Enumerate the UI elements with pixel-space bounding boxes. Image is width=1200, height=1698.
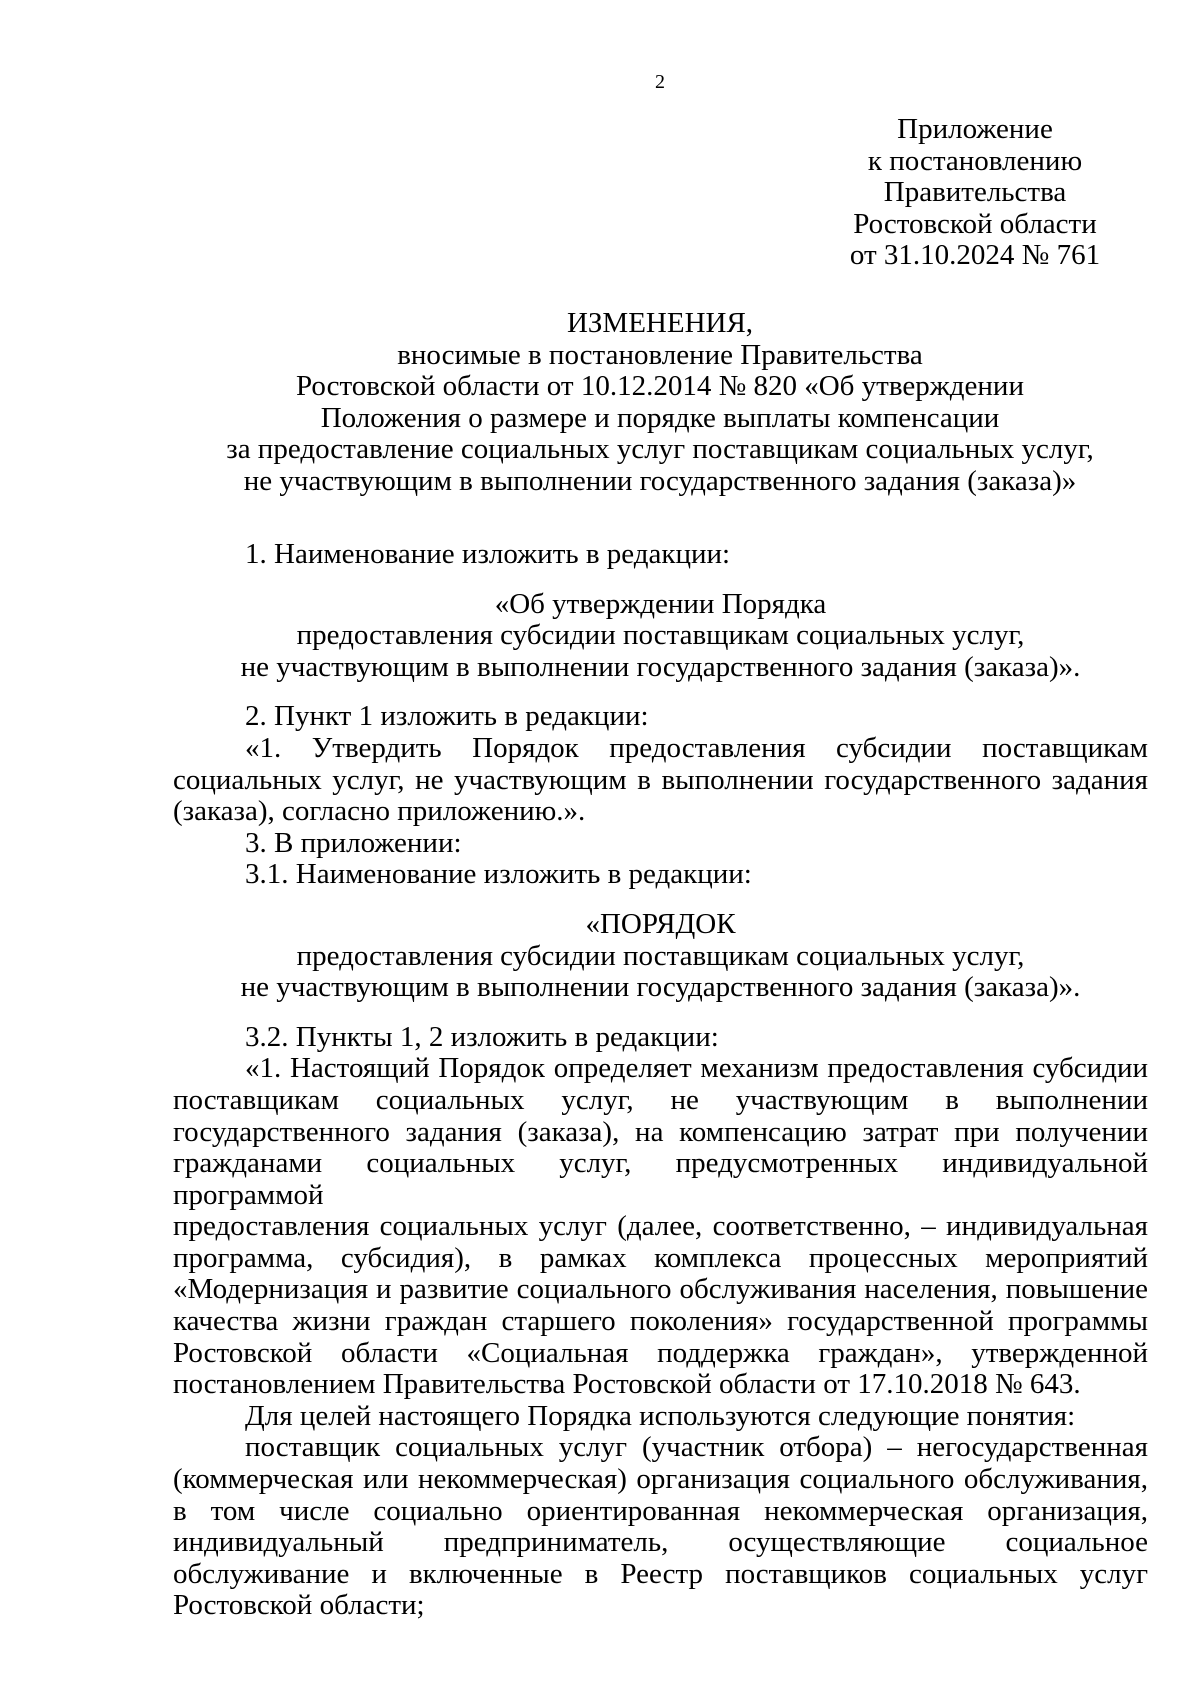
heading-line: не участвующим в выполнении государственного задания (заказа)» [243,464,1077,497]
definition-line: в том числе социально ориентированная некоммерческая организация, [173,1494,1148,1527]
item-3-2-text-line: качества жизни граждан старшего поколения» государственной программы [173,1305,1148,1338]
item-1-quote-line: «Об утверждении Порядка [494,587,827,620]
definition-line: поставщик социальных услуг (участник отбора) – негосударственная [245,1431,1148,1464]
heading-line: за предоставление социальных услуг поставщикам социальных услуг, [226,433,1094,466]
definition-line: обслуживание и включенные в Реестр поставщиков социальных услуг [173,1557,1148,1590]
item-1-quote-line: предоставления субсидии поставщикам социальных услуг, [296,619,1025,652]
item-2: 2. Пункт 1 изложить в редакции: [245,700,649,733]
item-3-1-quote-line: не участвующим в выполнении государственного задания (заказа)». [240,971,1081,1004]
item-3-2-text-line: гражданами социальных услуг, предусмотренных индивидуальной программой [173,1147,1148,1211]
definition-line: индивидуальный предприниматель, осуществляющие социальное [173,1526,1148,1559]
item-1-quote-line: не участвующим в выполнении государственного задания (заказа)». [240,650,1081,683]
item-2-text-line: (заказа), согласно приложению.». [173,795,586,828]
item-3-2: 3.2. Пункты 1, 2 изложить в редакции: [245,1020,719,1053]
item-3-1: 3.1. Наименование изложить в редакции: [245,858,752,891]
item-3-2-text-line: поставщикам социальных услуг, не участвующим в выполнении [173,1083,1148,1116]
page-number: 2 [655,71,665,93]
heading-line: Ростовской области от 10.12.2014 № 820 «Об утверждении [296,370,1024,403]
definition-line: (коммерческая или некоммерческая) организация социального обслуживания, [173,1463,1148,1496]
definition-line: Ростовской области; [173,1589,425,1622]
item-3-1-quote-line: предоставления субсидии поставщикам социальных услуг, [296,939,1025,972]
item-3-2-text-line: государственного задания (заказа), на компенсацию затрат при получении [173,1115,1148,1148]
appendix-line: от 31.10.2024 № 761 [849,239,1101,272]
appendix-line: Приложение [897,113,1053,145]
item-3-2-text-line: предоставления социальных услуг (далее, соответственно, – индивидуальная [173,1210,1148,1243]
heading-line: вносимые в постановление Правительства [397,338,923,371]
appendix-line: к постановлению [867,144,1083,177]
item-3-1-quote-line: «ПОРЯДОК [585,907,736,940]
heading-line: Положения о размере и порядке выплаты компенсации [320,401,1000,434]
item-3-2-text-line: «1. Настоящий Порядок определяет механизм предоставления субсидии [245,1052,1148,1085]
item-3-2-text-line: программа, субсидия), в рамках комплекса процессных мероприятий [173,1241,1148,1274]
item-3-2-text-line: постановлением Правительства Ростовской области от 17.10.2018 № 643. [173,1368,1081,1401]
item-1: 1. Наименование изложить в редакции: [245,538,731,570]
document-body [173,539,1148,1622]
item-3-2-text-line: «Модернизация и развитие социального обслуживания населения, повышение [173,1273,1148,1306]
appendix-block [830,114,1120,272]
appendix-line: Ростовской области [853,207,1097,240]
item-3: 3. В приложении: [245,826,462,859]
appendix-line: Правительства [883,176,1067,209]
item-3-2-text-line: Ростовской области «Социальная поддержка граждан», утвержденной [173,1336,1148,1369]
definitions-intro: Для целей настоящего Порядка используются следующие понятия: [245,1399,1076,1432]
item-2-text-line: социальных услуг, не участвующим в выполнении государственного задания [173,763,1148,796]
heading-title: ИЗМЕНЕНИЯ, [566,307,754,339]
document-heading [160,308,1160,498]
item-2-text-line: «1. Утвердить Порядок предоставления субсидии поставщикам [245,731,1148,764]
